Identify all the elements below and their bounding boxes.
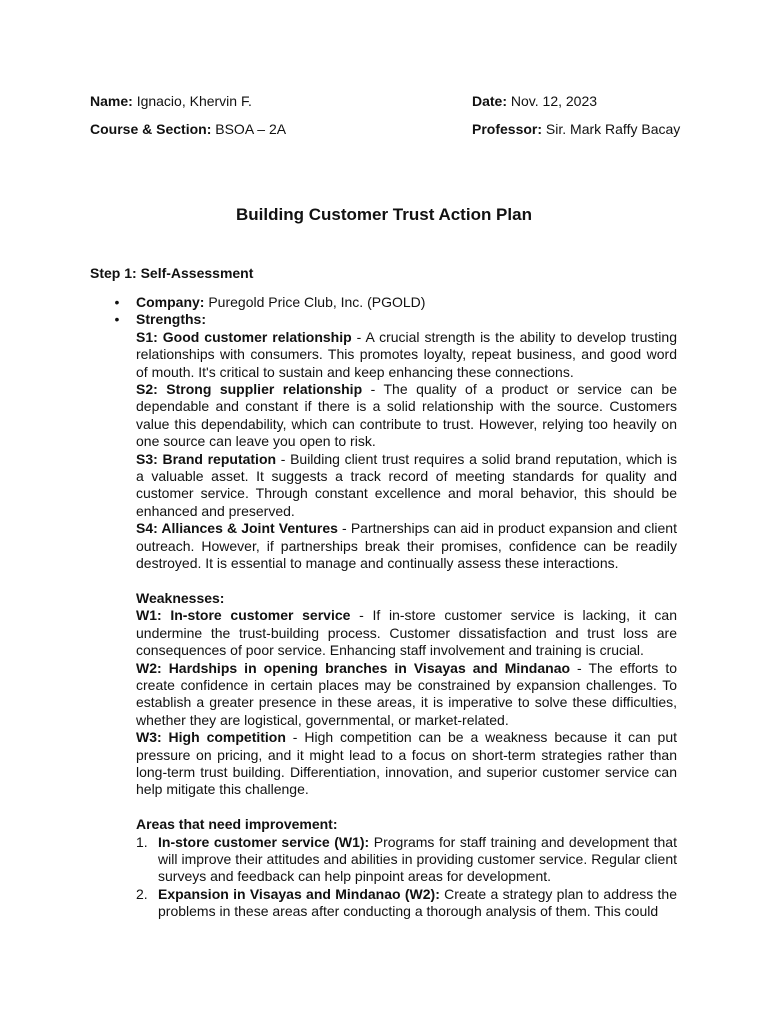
weakness-item: W2: Hardships in opening branches in Visayas and Mindanao - The efforts to create confidence in certain places may be constrained by expansion challenges. To establish a greater presence in these areas, it is imperative to solve these difficulties, whether they are logistical, governmental, or market-related. bbox=[136, 659, 677, 728]
company-value: Puregold Price Club, Inc. (PGOLD) bbox=[208, 294, 426, 310]
name-value: Ignacio, Khervin F. bbox=[136, 93, 252, 109]
weaknesses-label: Weaknesses: bbox=[136, 589, 225, 606]
date-field bbox=[472, 93, 597, 110]
company-label: Company: bbox=[136, 294, 205, 310]
strength-item: S3: Brand reputation - Building client trust requires a solid brand reputation, which is a valuable asset. It suggests a track record of meeting standards for quality and customer service. Through constant excellence and moral behavior, this should be enhanced and preserved. bbox=[136, 450, 677, 519]
company-bullet bbox=[114, 294, 677, 311]
improvement-item: 1. In-store customer service (W1): Programs for staff training and development that will improve their attitudes and abilities in providing customer service. Regular client surveys and feedback can help pinpoint areas for development. bbox=[136, 833, 677, 885]
date-label: Date: bbox=[472, 93, 508, 109]
weakness-item: W1: In-store customer service - If in-store customer service is lacking, it can undermine the trust-building process. Customer dissatisfaction and trust loss are consequences of poor service. Enhancing staff involvement and training is crucial. bbox=[136, 607, 677, 659]
spacer bbox=[136, 799, 677, 816]
strengths-bullet bbox=[114, 311, 677, 328]
professor-value: Sir. Mark Raffy Bacay bbox=[545, 121, 681, 137]
improvement-label: Areas that need improvement: bbox=[136, 816, 338, 833]
bullet-icon: • bbox=[114, 311, 120, 328]
name-label: Name: bbox=[90, 93, 133, 109]
strength-item: S4: Alliances & Joint Ventures - Partnerships can aid in product expansion and client outreach. However, if partnerships break their promises, confidence can be readily destroyed. It is essential to manage and continually assess these interactions. bbox=[136, 520, 677, 572]
weakness-item: W3: High competition - High competition can be a weakness because it can put pressure on pricing, and it might lead to a focus on short-term strategies rather than long-term trust building. Differentiation, innovation, and superior customer service can help mitigate this challenge. bbox=[136, 729, 677, 798]
course-value: BSOA – 2A bbox=[215, 121, 287, 137]
step-heading: Step 1: Self-Assessment bbox=[90, 265, 254, 281]
course-label: Course & Section: bbox=[90, 121, 212, 137]
strengths-label: Strengths: bbox=[136, 311, 206, 328]
professor-field bbox=[472, 121, 680, 138]
improvement-list bbox=[136, 834, 677, 921]
name-field bbox=[90, 93, 252, 110]
professor-label: Professor: bbox=[472, 121, 543, 137]
course-field bbox=[90, 121, 286, 138]
document-title: Building Customer Trust Action Plan bbox=[236, 205, 532, 224]
strength-item: S1: Good customer relationship - A crucial strength is the ability to develop trusting relationships with consumers. This promotes loyalty, repeat business, and good word of mouth. It's critical to sustain and keep enhancing these connections. bbox=[136, 328, 677, 380]
strength-item: S2: Strong supplier relationship - The quality of a product or service can be dependable and constant if there is a solid relationship with the source. Customers value this dependability, which can contribute to trust. However, relying too heavily on one source can leave you open to risk. bbox=[136, 381, 677, 450]
date-value: Nov. 12, 2023 bbox=[510, 93, 598, 109]
improvement-item: 2. Expansion in Visayas and Mindanao (W2): Create a strategy plan to address the problems in these areas after conducting a thorough analysis of them. This could bbox=[136, 885, 677, 920]
bullet-icon: • bbox=[114, 294, 120, 310]
spacer bbox=[136, 573, 677, 590]
step-content bbox=[114, 294, 677, 921]
